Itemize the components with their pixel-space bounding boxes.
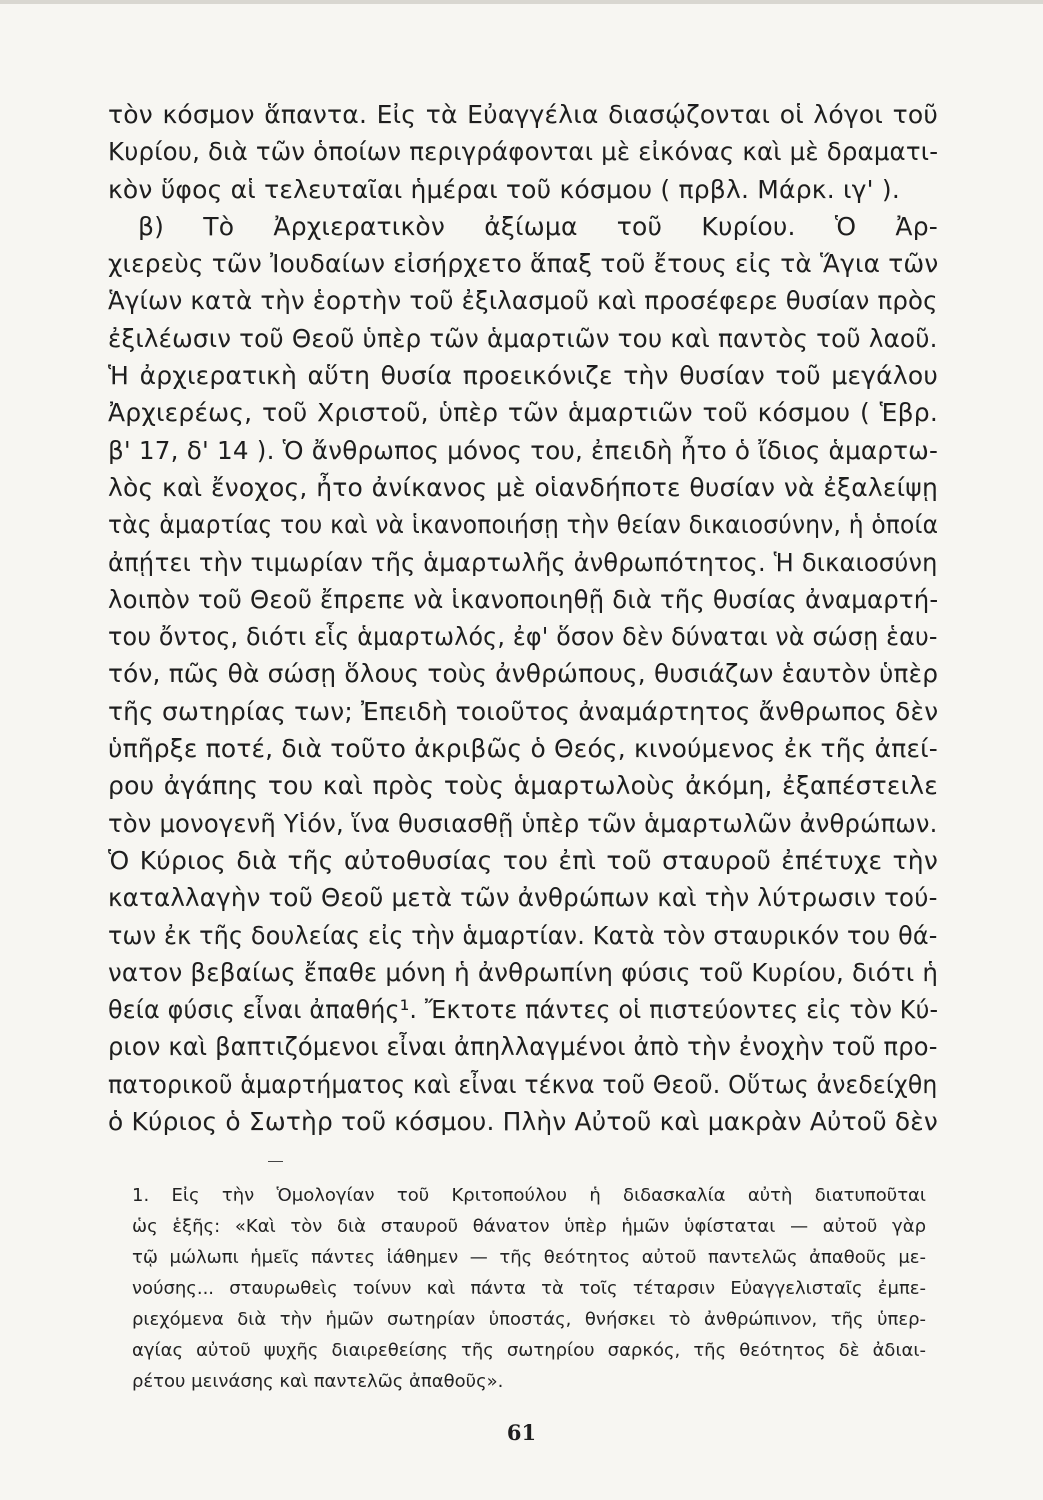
body-line: χιερεὺς τῶν Ἰουδαίων εἰσήρχετο ἅπαξ τοῦ ἔτους εἰς τὰ Ἅγια τῶν (108, 249, 939, 279)
body-line: πατορικοῦ ἁμαρτήματος καὶ εἶναι τέκνα τοῦ Θεοῦ. Οὕτως ἀνεδείχθη (108, 1069, 938, 1099)
body-line: λοιπὸν τοῦ Θεοῦ ἔπρεπε νὰ ἱκανοποιηθῇ διὰ τῆς θυσίας ἀναμαρτή- (108, 584, 939, 614)
body-line: θεία φύσις εἶναι ἀπαθής¹. Ἔκτοτε πάντες οἱ πιστεύοντες εἰς τὸν Κύ- (108, 995, 939, 1025)
body-line: τῆς σωτηρίας των; Ἐπειδὴ τοιοῦτος ἀναμάρτητος ἄνθρωπος δὲν (108, 696, 939, 726)
body-line: ρου ἀγάπης του καὶ πρὸς τοὺς ἁμαρτωλοὺς ἀκόμη, ἐξαπέστειλε (108, 771, 938, 801)
footnote-line: τῷ μώλωπι ἡμεῖς πάντες ἰάθημεν — τῆς θεότητος αὐτοῦ παντελῶς ἀπαθοῦς με- (132, 1247, 926, 1268)
body-line: ὑπῆρξε ποτέ, διὰ τοῦτο ἀκριβῶς ὁ Θεός, κινούμενος ἐκ τῆς ἀπεί- (108, 734, 938, 764)
body-line: τὸν κόσμον ἅπαντα. Εἰς τὰ Εὐαγγέλια διασῴζονται οἱ λόγοι τοῦ (108, 100, 938, 129)
body-line: Ἀρχιερέως, τοῦ Χριστοῦ, ὑπὲρ τῶν ἁμαρτιῶν τοῦ κόσμου ( Ἑβρ. (108, 398, 938, 428)
footnotes (132, 1180, 926, 1397)
body-line: λὸς καὶ ἔνοχος, ἦτο ἀνίκανος μὲ οἱανδήποτε θυσίαν νὰ ἐξαλείψῃ (108, 472, 938, 502)
footnote-line: αγίας αὐτοῦ ψυχῆς διαιρεθείσης τῆς σωτηρίου σαρκός, τῆς θεότητος δὲ ἀδιαι- (132, 1340, 926, 1361)
footnote-separator (268, 1161, 283, 1162)
section-heading-line: β) Τὸ Ἀρχιερατικὸν ἀξίωμα τοῦ Κυρίου. Ὁ Ἀρ- (138, 211, 938, 241)
body-line: Ἁγίων κατὰ τὴν ἑορτὴν τοῦ ἐξιλασμοῦ καὶ προσέφερε θυσίαν πρὸς (108, 286, 938, 316)
footnote-line: ριεχόμενα διὰ τὴν ἡμῶν σωτηρίαν ὑποστάς, θνήσκει τὸ ἀνθρώπινον, τῆς ὑπερ- (132, 1309, 926, 1330)
footnote-line: ρέτου μεινάσης καὶ παντελῶς ἀπαθοῦς». (132, 1371, 504, 1392)
footnote-line: ὡς ἑξῆς: «Καὶ τὸν διὰ σταυροῦ θάνατον ὑπὲρ ἡμῶν ὑφίσταται — αὐτοῦ γὰρ (132, 1216, 926, 1237)
body-line: ριον καὶ βαπτιζόμενοι εἶναι ἀπηλλαγμένοι ἀπὸ τὴν ἐνοχὴν τοῦ προ- (108, 1032, 938, 1062)
footnote-line: νούσης... σταυρωθεὶς τοίνυν καὶ πάντα τὰ τοῖς τέταρσιν Εὐαγγελισταῖς ἐμπε- (132, 1278, 926, 1299)
body-line: των ἐκ τῆς δουλείας εἰς τὴν ἁμαρτίαν. Κατὰ τὸν σταυρικόν του θά- (108, 920, 938, 950)
body-line: καταλλαγὴν τοῦ Θεοῦ μετὰ τῶν ἀνθρώπων καὶ τὴν λύτρωσιν τού- (108, 883, 938, 913)
body-line: Κυρίου, διὰ τῶν ὁποίων περιγράφονται μὲ εἰκόνας καὶ μὲ δραματι- (108, 137, 939, 167)
body-line: ἀπῄτει τὴν τιμωρίαν τῆς ἁμαρτωλῆς ἀνθρωπότητος. Ἡ δικαιοσύνη (108, 547, 938, 577)
body-line: νατον βεβαίως ἔπαθε μόνη ἡ ἀνθρωπίνη φύσις τοῦ Κυρίου, διότι ἡ (108, 957, 939, 987)
body-line: τὰς ἁμαρτίας του καὶ νὰ ἱκανοποιήσῃ τὴν θείαν δικαιοσύνην, ἡ ὁποία (108, 510, 939, 540)
page-top-edge (0, 0, 1043, 4)
main-text (108, 96, 938, 1140)
body-line: του ὄντος, διότι εἷς ἁμαρτωλός, ἐφ' ὅσον δὲν δύναται νὰ σώσῃ ἑαυ- (108, 622, 938, 652)
body-line: Ἡ ἀρχιερατικὴ αὕτη θυσία προεικόνιζε τὴν θυσίαν τοῦ μεγάλου (108, 361, 938, 391)
body-line: τὸν μονογενῆ Υἱόν, ἵνα θυσιασθῇ ὑπὲρ τῶν ἁμαρτωλῶν ἀνθρώπων. (108, 808, 938, 838)
body-line: τόν, πῶς θὰ σώσῃ ὅλους τοὺς ἀνθρώπους, θυσιάζων ἑαυτὸν ὑπὲρ (108, 659, 939, 689)
body-line: Ὁ Κύριος διὰ τῆς αὐτοθυσίας του ἐπὶ τοῦ σταυροῦ ἐπέτυχε τὴν (108, 845, 938, 875)
body-line: β' 17, δ' 14 ). Ὁ ἄνθρωπος μόνος του, ἐπειδὴ ἦτο ὁ ἴδιος ἁμαρτω- (108, 435, 939, 465)
page-number: 61 (506, 1420, 537, 1445)
body-line: ὁ Κύριος ὁ Σωτὴρ τοῦ κόσμου. Πλὴν Αὐτοῦ καὶ μακρὰν Αὐτοῦ δὲν (108, 1107, 938, 1137)
body-line: κὸν ὕφος αἱ τελευταῖαι ἡμέραι τοῦ κόσμου ( πρβλ. Μάρκ. ιγ' ). (108, 174, 900, 204)
footnote-line: 1. Εἰς τὴν Ὁμολογίαν τοῦ Κριτοπούλου ἡ διδασκαλία αὐτὴ διατυποῦται (132, 1185, 926, 1206)
body-line: ἐξιλέωσιν τοῦ Θεοῦ ὑπὲρ τῶν ἁμαρτιῶν του καὶ παντὸς τοῦ λαοῦ. (108, 323, 938, 353)
